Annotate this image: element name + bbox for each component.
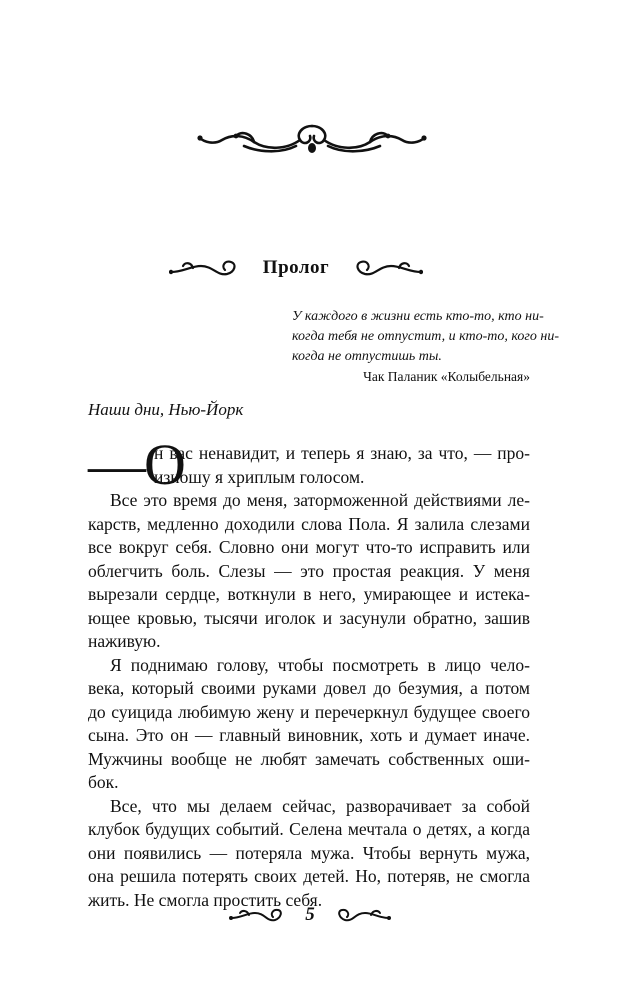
flourish-ornament-icon (196, 120, 428, 156)
page-footer (210, 900, 410, 930)
epigraph-line: У каждого в жизни есть кто-то, кто ни- (292, 309, 544, 324)
drop-cap: —О (88, 432, 184, 497)
text-line: все вокруг себя. Словно они могут что-то исправить или (88, 537, 530, 557)
paragraph (88, 654, 530, 795)
paragraph (88, 795, 530, 913)
text-line: бок. (88, 772, 119, 792)
text-line: Мужчины вообще не любят замечать собственных оши- (88, 748, 530, 769)
text-line: жить. Не смогла простить себя. (88, 889, 323, 910)
swirl-right-icon (333, 905, 391, 925)
text-line: Я поднимаю голову, чтобы посмотреть в лицо чело- (110, 654, 530, 675)
swirl-left-icon (169, 256, 241, 280)
chapter-title: Пролог (262, 257, 330, 278)
text-line: века, который своими руками довел до безумия, а потом (88, 678, 530, 698)
paragraph (88, 432, 530, 497)
paragraph (88, 489, 530, 654)
text-line: ющее кровью, тысячи иголок и засунули обратно, зашив (88, 607, 530, 628)
epigraph-line: когда не отпустишь ты. (292, 349, 442, 364)
place-date: Наши дни, Нью-Йорк (88, 400, 244, 419)
text-line: изношу я хриплым голосом. (154, 466, 365, 487)
swirl-left-icon (229, 905, 287, 925)
epigraph-quote (292, 307, 559, 367)
swirl-right-icon (351, 256, 423, 280)
text-line: они появились — потеряла мужа. Чтобы вернуть мужа, (88, 842, 530, 863)
text-line: Все, что мы делаем сейчас, разворачивает за собой (110, 795, 530, 816)
text-line: клубок будущих событий. Селена мечтала о детях, а когда (88, 819, 530, 839)
chapter-heading (160, 250, 432, 286)
text-line: она решила потерять своих детей. Но, потеряв, не смогла (88, 866, 530, 886)
body-text (88, 432, 530, 912)
text-line: Все это время до меня, заторможенной действиями ле- (110, 490, 530, 510)
text-line: вырезали сердце, воткнули в него, умирающее и истека- (88, 584, 530, 604)
epigraph-author: Чак Паланик «Колыбельная» (363, 369, 530, 384)
page-number: 5 (305, 904, 315, 925)
text-line: н вас ненавидит, и теперь я знаю, за что, — про- (154, 443, 530, 463)
text-line: до суицида любимую жену и перечеркнул будущее своего (88, 701, 530, 722)
text-line: наживую. (88, 631, 161, 651)
text-line: сына. Это он — главный виновник, хоть и думает иначе. (88, 725, 530, 745)
text-line: карств, медленно доходили слова Пола. Я залила слезами (88, 513, 530, 534)
text-line: облегчить боль. Слезы — это простая реакция. У меня (88, 560, 530, 581)
epigraph-line: когда тебя не отпустит, и кто-то, кого ни- (292, 329, 559, 344)
